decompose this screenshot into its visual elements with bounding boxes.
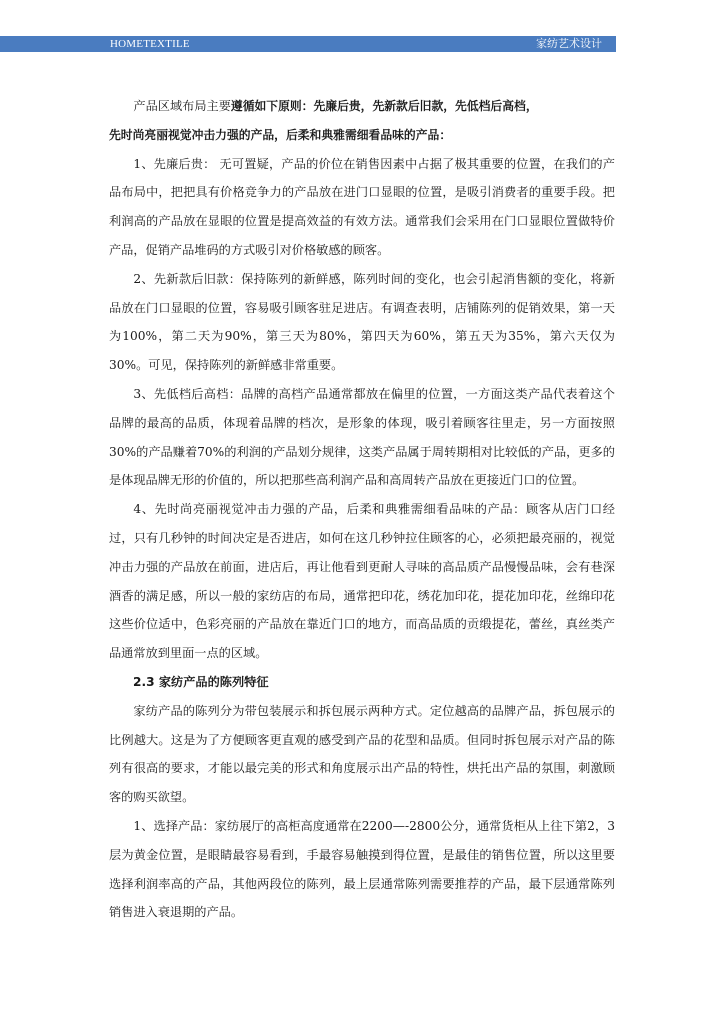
intro-paragraph [109,92,615,121]
paragraph-select-products: 1、选择产品：家纺展厅的高柜高度通常在2200—-2800公分，通常货柜从上往下第2，3层为黄金位置，是眼睛最容易看到，手最容易触摸到得位置，是最佳的销售位置，所以这里要选择利润率高的产品，其他两段位的陈列，最上层通常陈列需要推荐的产品，最下层通常陈列销售进入衰退期的产品。 [109,818,615,920]
paragraph-display-methods: 家纺产品的陈列分为带包装展示和拆包展示两种方式。定位越高的品牌产品，拆包展示的比例越大。这是为了方便顾客更直观的感受到产品的花型和品质。但同时拆包展示对产品的陈列有很高的要求，才能以最完美的形式和角度展示出产品的特性，烘托出产品的氛围，刺激顾客的购买欲望。 [109,703,615,805]
intro-bold-principle-2: 先时尚亮丽视觉冲击力强的产品，后柔和典雅需细看品味的产品： [109,127,452,142]
intro-lead-text: 产品区域布局主要 [133,99,231,113]
section-heading: 2.3 家纺产品的陈列特征 [133,674,269,689]
paragraph-cheap-first: 1、先廉后贵： 无可置疑，产品的价位在销售因素中占据了极其重要的位置，在我们的产品布局中，把把具有价格竞争力的产品放在进门口显眼的位置，是吸引消费者的重要手段。把利润高的产品放在显眼的位置是提高效益的有效方法。通常我们会采用在门口显眼位置做特价产品，促销产品堆码的方式吸引对价格敏感的顾客。 [109,156,615,257]
document-body [109,92,615,927]
paragraph-low-grade-first: 3、先低档后高档：品牌的高档产品通常都放在偏里的位置，一方面这类产品代表着这个品牌的最高的品质，体现着品牌的档次，是形象的体现，吸引着顾客往里走，另一方面按照30%的产品赚着70%的利润的产品划分规律，这类产品属于周转期相对比较低的产品，更多的是体现品牌无形的价值的，所以把那些高利润产品和高周转产品放在更接近门口的位置。 [109,386,615,488]
intro-bold-principle: 遵循如下原则：先廉后贵，先新款后旧款，先低档后高档， [230,99,538,113]
paragraph-fashion-first: 4、先时尚亮丽视觉冲击力强的产品，后柔和典雅需细看品味的产品：顾客从店门口经过，只有几秒钟的时间决定是否进店，如何在这几秒钟拉住顾客的心，必须把最亮丽的，视觉冲击力强的产品放在前面，进店后，再让他看到更耐人寻味的高品质产品慢慢品味，会有巷深酒香的满足感，所以一般的家纺店的布局，通常把印花，绣花加印花，提花加印花，丝绵印花这些价位适中，色彩亮丽的产品放在靠近门口的地方，而高品质的贡缎提花，蕾丝，真丝类产品通常放到里面一点的区域。 [109,502,615,661]
intro-paragraph-continued [109,121,615,150]
paragraph-new-first: 2、先新款后旧款：保持陈列的新鲜感，陈列时间的变化，也会引起消售额的变化，将新品放在门口显眼的位置，容易吸引顾客驻足进店。有调查表明，店铺陈列的促销效果，第一天为100%，第二天为90%，第三天为80%，第四天为60%，第五天为35%，第六天仅为30%。可见，保持陈列的新鲜感非常重要。 [109,271,615,373]
header-title-text: 家纺艺术设计 [536,37,602,50]
page-header-bar [0,36,616,52]
header-brand-text: HOMETEXTILE [110,38,190,50]
